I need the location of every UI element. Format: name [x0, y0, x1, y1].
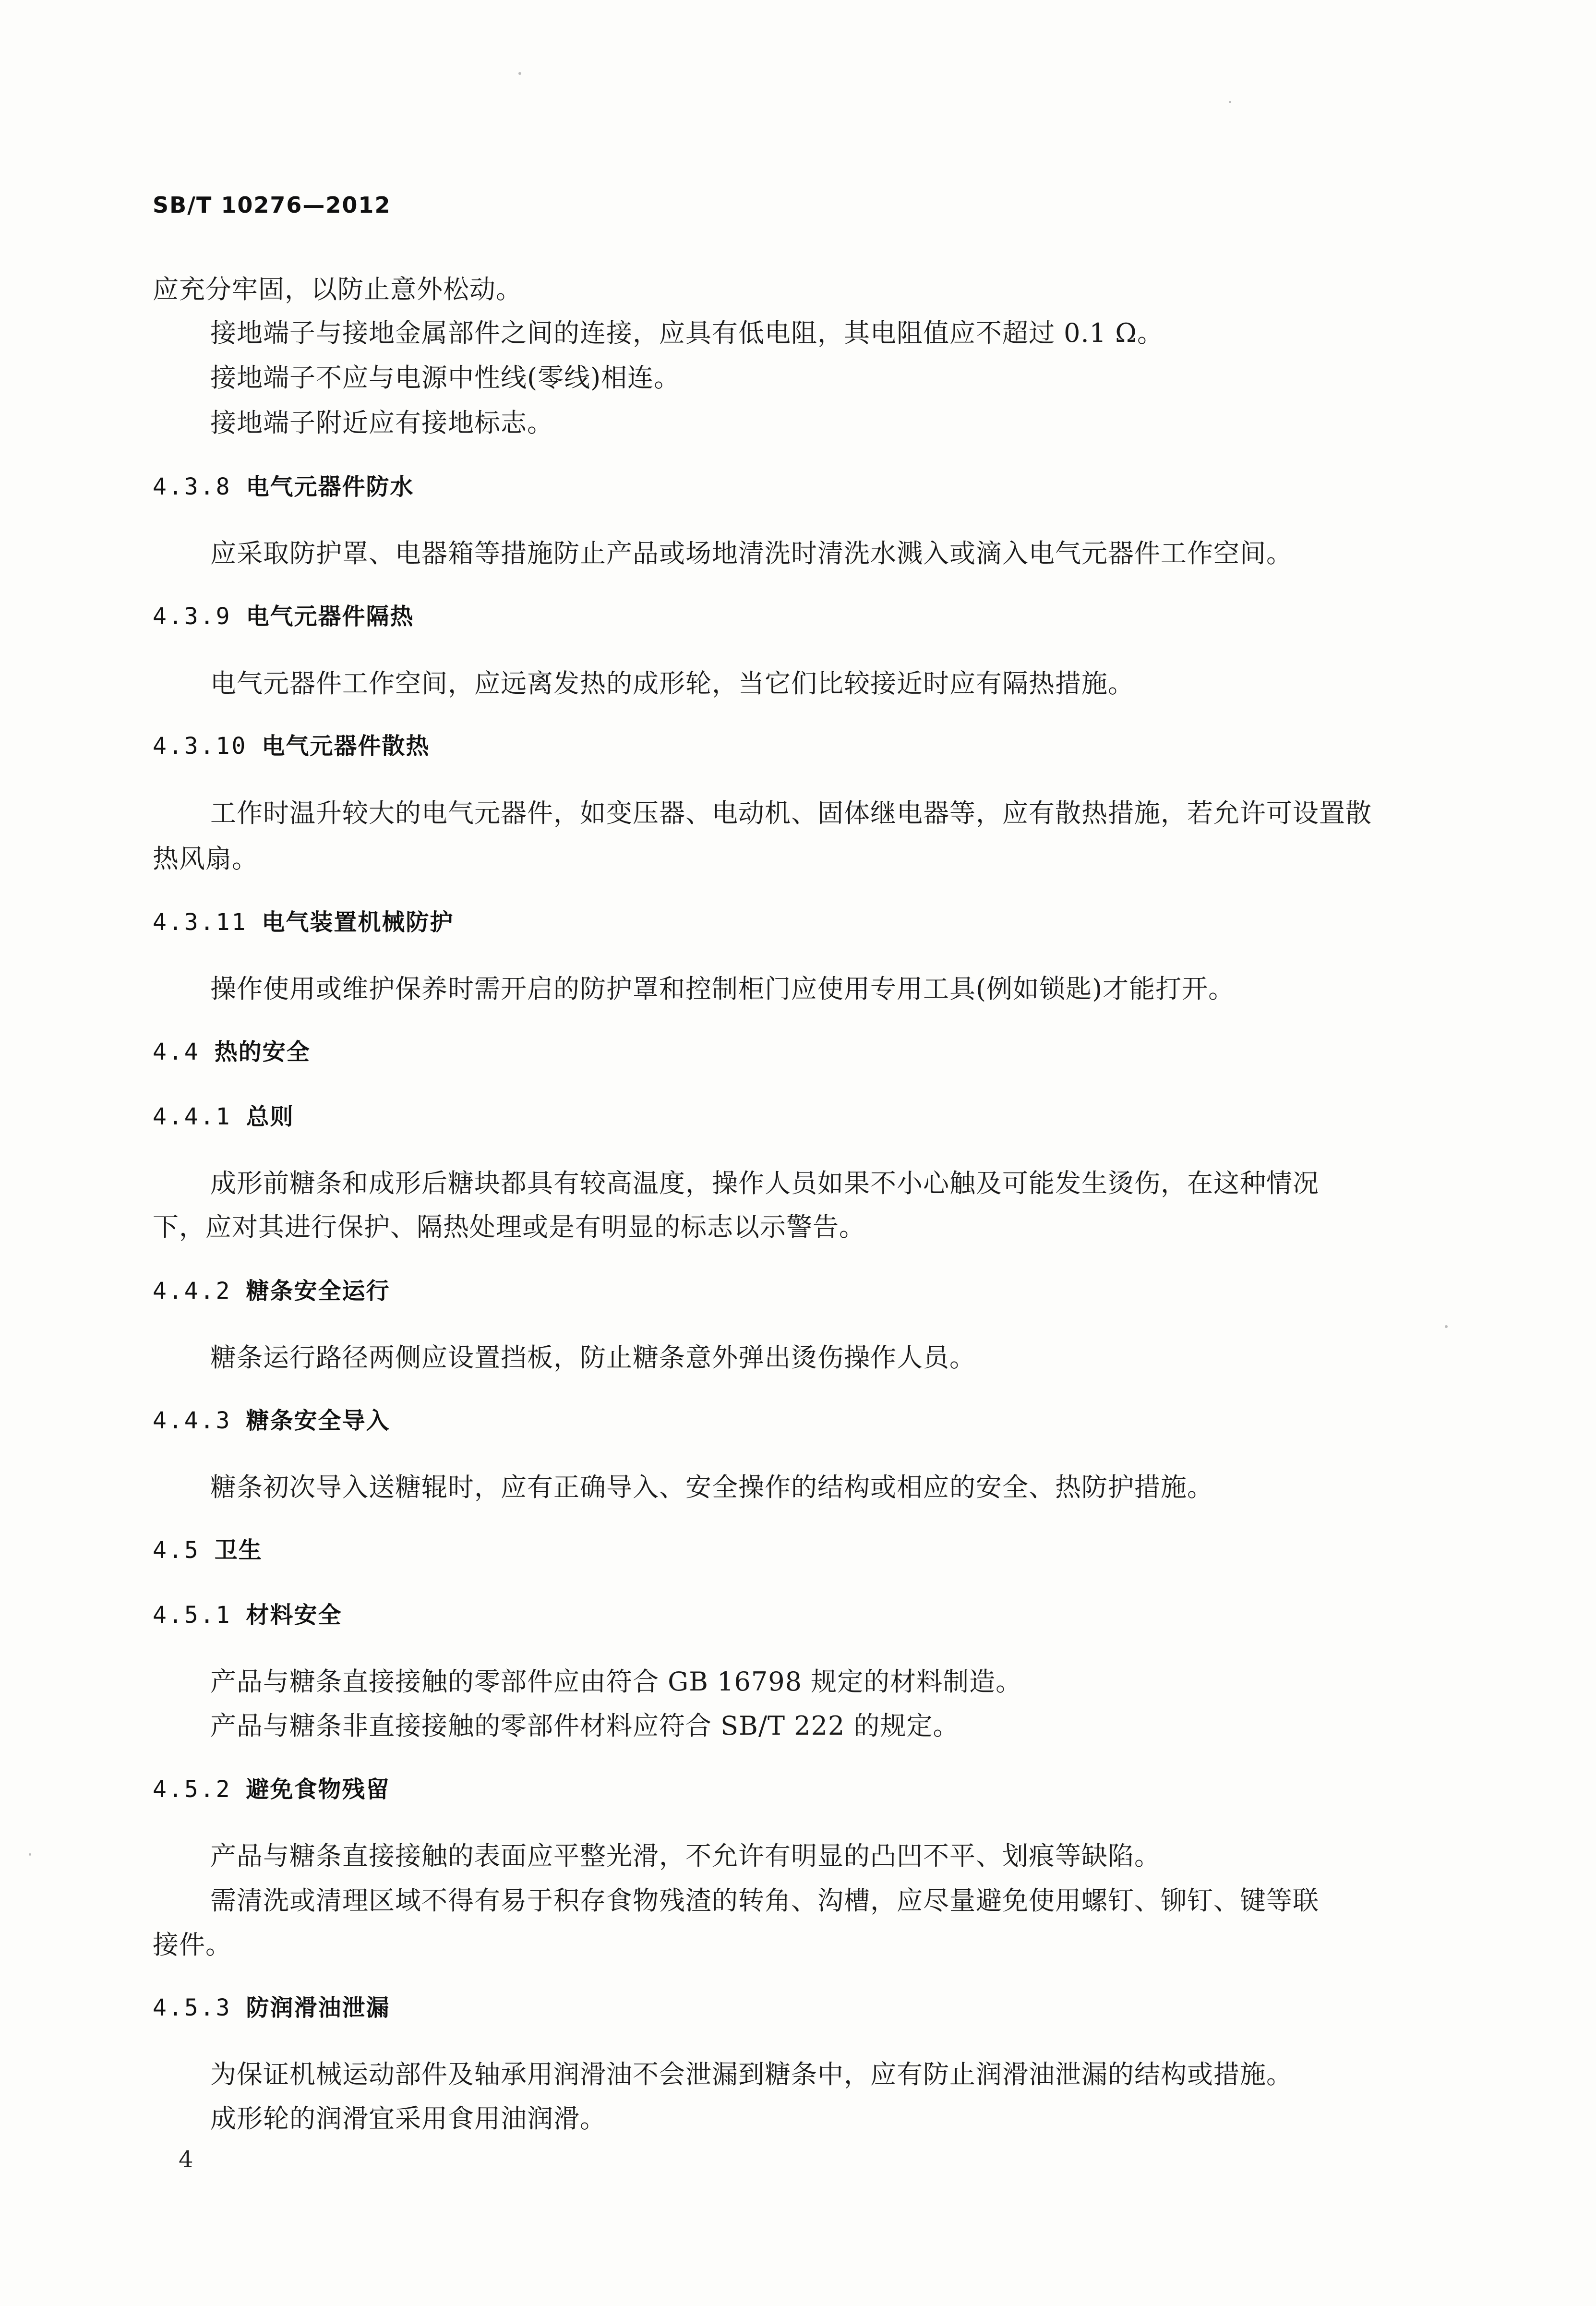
section-title: 热的安全 — [214, 1038, 311, 1065]
body-line: 接件。 — [153, 1930, 232, 1960]
page-number: 4 — [179, 2146, 193, 2173]
section-number: 4.5.3 — [153, 1994, 232, 2021]
section-title: 糖条安全运行 — [246, 1278, 390, 1304]
body-line: 产品与糖条直接接触的表面应平整光滑，不允许有明显的凸凹不平、划痕等缺陷。 — [210, 1841, 1161, 1871]
body-line: 接地端子与接地金属部件之间的连接，应具有低电阻，其电阻值应不超过 0.1 Ω。 — [210, 318, 1164, 348]
section-heading — [153, 1532, 263, 1565]
scan-speck — [1229, 101, 1231, 103]
section-number: 4.5.2 — [153, 1776, 232, 1803]
section-title: 避免食物残留 — [246, 1776, 390, 1803]
section-title: 电气元器件防水 — [246, 473, 414, 500]
section-number: 4.4.2 — [153, 1278, 232, 1304]
section-number: 4.3.10 — [153, 733, 248, 760]
body-line: 工作时温升较大的电气元器件，如变压器、电动机、固体继电器等，应有散热措施，若允许可设置散 — [210, 798, 1372, 828]
body-line: 接地端子不应与电源中性线(零线)相连。 — [210, 362, 681, 393]
section-number: 4.4.1 — [153, 1103, 232, 1130]
section-heading — [153, 598, 414, 631]
section-title: 电气元器件隔热 — [246, 603, 414, 630]
body-line: 下，应对其进行保护、隔热处理或是有明显的标志以示警告。 — [153, 1212, 865, 1242]
section-title: 材料安全 — [246, 1602, 342, 1629]
scan-speck — [518, 72, 521, 75]
body-line: 糖条初次导入送糖辊时，应有正确导入、安全操作的结构或相应的安全、热防护措施。 — [210, 1472, 1213, 1502]
section-title: 卫生 — [214, 1537, 263, 1564]
section-number: 4.3.8 — [153, 473, 232, 500]
section-heading — [153, 1989, 390, 2022]
section-number: 4.3.11 — [153, 909, 248, 936]
section-title: 防润滑油泄漏 — [246, 1994, 390, 2021]
section-heading — [153, 1771, 390, 1804]
section-heading — [153, 468, 414, 501]
scan-speck — [29, 1853, 31, 1856]
body-line: 应采取防护罩、电器箱等措施防止产品或场地清洗时清洗水溅入或滴入电气元器件工作空间。 — [210, 538, 1293, 568]
section-number: 4.4.3 — [153, 1407, 232, 1434]
scan-speck — [1445, 1325, 1448, 1328]
standard-code-header: SB/T 10276—2012 — [153, 192, 391, 218]
body-line: 产品与糖条非直接接触的零部件材料应符合 SB/T 222 的规定。 — [210, 1711, 960, 1741]
body-line: 热风扇。 — [153, 844, 258, 874]
body-line: 需清洗或清理区域不得有易于积存食物残渣的转角、沟槽，应尽量避免使用螺钉、铆钉、键等联 — [210, 1885, 1319, 1916]
section-number: 4.3.9 — [153, 603, 232, 630]
section-number: 4.4 — [153, 1038, 200, 1065]
body-line: 糖条运行路径两侧应设置挡板，防止糖条意外弹出烫伤操作人员。 — [210, 1342, 976, 1373]
section-title: 糖条安全导入 — [246, 1407, 390, 1434]
body-line: 电气元器件工作空间，应远离发热的成形轮，当它们比较接近时应有隔热措施。 — [210, 668, 1134, 699]
body-line: 成形轮的润滑宜采用食用油润滑。 — [210, 2103, 606, 2134]
body-line: 成形前糖条和成形后糖块都具有较高温度，操作人员如果不小心触及可能发生烫伤，在这种情况 — [210, 1168, 1319, 1198]
body-line: 应充分牢固，以防止意外松动。 — [153, 274, 522, 304]
section-title: 电气元器件散热 — [262, 733, 430, 760]
section-heading — [153, 1272, 390, 1305]
section-heading — [153, 727, 430, 761]
section-title: 总则 — [246, 1103, 294, 1130]
section-title: 电气装置机械防护 — [262, 909, 454, 936]
section-heading — [153, 1033, 311, 1066]
section-heading — [153, 904, 454, 937]
section-heading — [153, 1098, 294, 1131]
body-line: 产品与糖条直接接触的零部件应由符合 GB 16798 规定的材料制造。 — [210, 1666, 1022, 1697]
section-number: 4.5.1 — [153, 1602, 232, 1629]
body-line: 接地端子附近应有接地标志。 — [210, 408, 553, 438]
section-heading — [153, 1596, 342, 1630]
body-line: 操作使用或维护保养时需开启的防护罩和控制柜门应使用专用工具(例如锁匙)才能打开。 — [210, 974, 1235, 1004]
section-heading — [153, 1402, 390, 1435]
body-line: 为保证机械运动部件及轴承用润滑油不会泄漏到糖条中，应有防止润滑油泄漏的结构或措施。 — [210, 2059, 1293, 2089]
section-number: 4.5 — [153, 1537, 200, 1564]
